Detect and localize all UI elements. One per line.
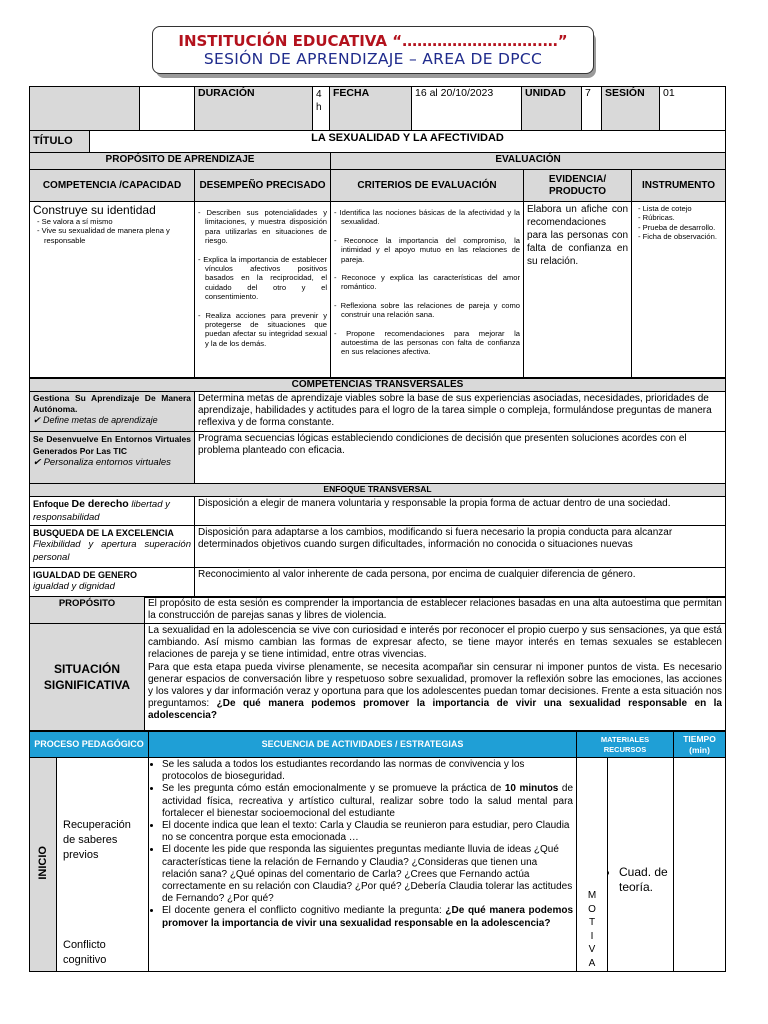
transversales-table — [29, 378, 726, 598]
proposito-sesion-text: El propósito de esta sesión es comprender la importancia de establecer relaciones basadas en una alta autoestima que permitan la construcción de parejas sanas y libres de violencia. — [145, 597, 726, 624]
enfoque-subtitle: Flexibilidad y apertura superación personal — [33, 539, 191, 563]
instrumento-item: - Lista de cotejo — [638, 204, 722, 213]
criterios-cell — [331, 202, 524, 378]
session-title: SESIÓN DE APRENDIZAJE – AREA DE DPCC — [203, 50, 543, 68]
criterio-item: - Reconoce la importancia del compromiso, la intimidad y el apoyo mutuo en las relaciones de pareja. — [334, 236, 520, 264]
criterio-item: - Identifica las nociones básicas de la afectividad y la sexualidad. — [334, 208, 520, 227]
titulo-table — [29, 130, 726, 153]
transversal-sub: ✔ Define metas de aprendizaje — [33, 415, 158, 425]
desempeno-cell — [195, 202, 331, 378]
enfoque-subtitle: libertad y responsabilidad — [33, 498, 170, 523]
motiva-letter: V — [588, 944, 596, 955]
info-table — [29, 86, 726, 131]
titulo-value: LA SEXUALIDAD Y LA AFECTIVIDAD — [90, 131, 726, 153]
transversal-title: Se Desenvuelve En Entornos Virtuales Generados Por Las TIC — [33, 433, 191, 456]
transversal-title: Gestiona Su Aprendizaje De Manera Autónoma. — [33, 393, 191, 414]
competencia-title: Construye su identidad — [33, 203, 156, 217]
capacidad-item: - Se valora a sí mismo — [37, 217, 191, 226]
actividad-item — [162, 783, 573, 820]
titulo-label: TÍTULO — [30, 131, 90, 153]
tiempo-cell — [674, 758, 726, 972]
unidad-label: UNIDAD — [522, 87, 582, 131]
col-proceso: PROCESO PEDAGÓGICO — [30, 732, 149, 758]
actividad-item: • El docente les pide que responda las siguientes preguntas mediante lluvia de ideas ¿Qué características tiene la relación de Fernando y Claudia? ¿Consideras que tienen una relación sana? ¿Qué opinas del comentario de Carla? ¿Crees que Fernando actúa correctamente en su relación con Claudia? ¿Por qué? ¿Debería Claudia tolerar las actitudes de Fernando? ¿Por qué? — [162, 844, 573, 905]
duracion-label: DURACIÓN — [195, 87, 313, 131]
criterio-item: - Reconoce y explica las características del amor romántico. — [334, 273, 520, 292]
transversal-desc: Determina metas de aprendizaje viables sobre la base de sus experiencias asociadas, necesidades, prioridades de aprendizaje, habilidades y actitudes para el logro de la tarea simple o compleja, formulándose preguntas de manera reflexiva y de forma constante. — [195, 392, 726, 432]
secuencia-table — [29, 731, 726, 972]
enfoque-desc: Disposición a elegir de manera voluntaria y responsable la propia forma de actuar dentro de una sociedad. — [195, 496, 726, 525]
capacidad-item: - Vive su sexualidad de manera plena y responsable — [37, 226, 191, 245]
instrumento-item: - Ficha de observación. — [638, 232, 722, 241]
duracion-value: 4 h — [313, 87, 330, 131]
col-secuencia: SECUENCIA DE ACTIVIDADES / ESTRATEGIAS — [149, 732, 577, 758]
proposito-heading: PROPÓSITO DE APRENDIZAJE — [30, 153, 331, 170]
criterio-item: - Propone recomendaciones para mejorar la autoestima de las personas con falta de confianza en sus relaciones afectiva. — [334, 329, 520, 357]
desempeno-list — [198, 208, 327, 348]
criterios-list — [334, 208, 520, 357]
unidad-value: 7 — [582, 87, 602, 131]
fecha-value: 16 al 20/10/2023 — [412, 87, 522, 131]
situacion-text — [145, 624, 726, 731]
enfoque-title: IGUALDAD DE GENERO — [33, 569, 138, 580]
situacion-paragraph-2-text: Para que esta etapa pueda vivirse plenamente, se necesita acompañar sin censurar ni imponer puntos de vista. Es necesario generar espacios de conversación libre y respetuoso sobre sexualidad, promover la reflexión sobre las emociones, las acciones y los valores y dar información veraz y oportuna para que los adolescentes puedan tomar decisiones. Frente a esta situación nos preguntamos: — [148, 661, 722, 710]
col-materiales: MATERIALES RECURSOS — [577, 732, 674, 758]
motiva-cell — [577, 758, 608, 972]
desempeno-item: - Explica la importancia de establecer vínculos afectivos positivos basados en la reciprocidad, el cuidado del otro y el consentimiento. — [198, 255, 327, 302]
material-item: • Cuad. de teoría. — [619, 865, 670, 895]
transversal-title-cell — [30, 431, 195, 483]
enfoque-title-cell — [30, 496, 195, 525]
enfoque-desc: Disposición para adaptarse a los cambios, modificando si fuera necesario la propia conducta para alcanzar determinados objetivos cuando surgen dificultades, información no conocida o situaciones nuevas — [195, 525, 726, 567]
situacion-question: ¿De qué manera podemos promover la importancia de vivir una sexualidad responsable en la adolescencia? — [148, 698, 722, 722]
instrumento-item: - Prueba de desarrollo. — [638, 223, 722, 232]
info-blank — [30, 87, 140, 131]
stage-inicio-cell — [30, 758, 57, 972]
enfoque-title-strong: De derecho — [71, 497, 129, 510]
transversales-heading: COMPETENCIAS TRANSVERSALES — [30, 379, 726, 392]
enfoque-title-cell — [30, 525, 195, 567]
criterio-item: - Reflexiona sobre las relaciones de pareja y como construir una relación sana. — [334, 301, 520, 320]
fecha-label: FECHA — [330, 87, 412, 131]
sesion-value: 01 — [660, 87, 726, 131]
situacion-table — [29, 596, 726, 731]
info-blank-2 — [140, 87, 195, 131]
enfoque-desc: Reconocimiento al valor inherente de cada persona, por encima de cualquier diferencia de género. — [195, 567, 726, 597]
enfoque-heading: ENFOQUE TRANSVERSAL — [30, 483, 726, 496]
motiva-letter: I — [590, 930, 594, 942]
proceso-cell — [57, 758, 149, 972]
actividad-emphasis: 10 minutos — [504, 783, 559, 795]
actividades-list — [152, 759, 573, 930]
enfoque-title: Enfoque — [33, 498, 72, 509]
proposito-sesion-label: PROPÓSITO — [30, 597, 145, 624]
enfoque-title-cell — [30, 567, 195, 597]
actividad-question: ¿De qué manera podemos promover la importancia de vivir una sexualidad responsable en la adolescencia? — [162, 905, 574, 929]
motiva-letters — [577, 889, 607, 970]
motiva-letter: A — [588, 957, 596, 969]
col-evidencia: EVIDENCIA/ PRODUCTO — [524, 170, 632, 202]
evidencia-cell: Elabora un afiche con recomendaciones para las personas con falta de confianza en su relación. — [524, 202, 632, 378]
stage-inicio: INICIO — [36, 846, 49, 880]
enfoque-subtitle: igualdad y dignidad — [33, 580, 115, 592]
desempeno-item: - Describen sus potencialidades y limitaciones, y muestra disposición para utilizarlas en situaciones de riesgo. — [198, 208, 327, 246]
transversal-title-cell — [30, 392, 195, 432]
col-tiempo: TIEMPO (min) — [674, 732, 726, 758]
col-desempeno: DESEMPEÑO PRECISADO — [195, 170, 331, 202]
actividad-text: El docente genera el conflicto cognitivo mediante la pregunta: — [162, 905, 446, 917]
desempeno-item: - Realiza acciones para prevenir y protegerse de situaciones que puedan afectar su integridad sexual y la de los demás. — [198, 311, 327, 349]
motiva-letter: T — [588, 917, 596, 928]
evaluacion-heading: EVALUACIÓN — [331, 153, 726, 170]
situacion-paragraph: La sexualidad en la adolescencia se vive con curiosidad e interés por reconocer el propio cuerpo y sus sensaciones, ya que está cambiando. Así mismo cambian las formas de expresar afecto, se tiene mayor interés en temas sexuales se establecen relaciones de pareja y se tiene intimidad, entre otras vivencias. — [148, 625, 722, 661]
header-box — [152, 26, 594, 74]
col-competencia: COMPETENCIA /CAPACIDAD — [30, 170, 195, 202]
actividad-text-2: de actividad física, recreativa y artístico cultural, realizar sobre todo la salud mental para fortalecer el bienestar socioemocional del estudiante — [162, 783, 574, 819]
transversal-sub: ✔ Personaliza entornos virtuales — [33, 456, 171, 468]
transversal-desc: Programa secuencias lógicas estableciendo condiciones de decisión que presenten soluciones acordes con el problema planteado con eficacia. — [195, 431, 726, 483]
situacion-paragraph-2 — [148, 662, 722, 723]
institution-name: INSTITUCIÓN EDUCATIVA “……………………….…” — [178, 32, 568, 50]
material-cell — [608, 758, 674, 972]
capacidades-list — [37, 217, 191, 245]
actividad-item: • El docente indica que lean el texto: Carla y Claudia se reunieron para estudiar, pero Claudia no se concentra porque esta emocionada … — [162, 820, 573, 844]
sesion-label: SESIÓN — [602, 87, 660, 131]
situacion-label: SITUACIÓN SIGNIFICATIVA — [30, 624, 145, 731]
instrumento-list — [638, 204, 722, 242]
enfoque-title: BUSQUEDA DE LA EXCELENCIA — [33, 527, 174, 538]
proceso-conflicto: Conflicto cognitivo — [63, 939, 107, 966]
material-list — [611, 865, 670, 895]
actividad-item — [162, 905, 573, 929]
actividad-text: Se les pregunta cómo están emocionalmente y se promueve la práctica de — [162, 783, 505, 795]
proceso-recuperacion: Recuperación de saberes previos — [63, 819, 131, 861]
competencia-cell — [30, 202, 195, 378]
proposito-table — [29, 152, 726, 378]
col-criterios: CRITERIOS DE EVALUACIÓN — [331, 170, 524, 202]
instrumento-cell — [632, 202, 726, 378]
motiva-letter: O — [588, 903, 596, 915]
instrumento-item: - Rúbricas. — [638, 213, 722, 222]
motiva-letter: M — [587, 890, 597, 901]
actividad-item: • Se les saluda a todos los estudiantes recordando las normas de convivencia y los protocolos de bioseguridad. — [162, 759, 573, 783]
col-instrumento: INSTRUMENTO — [632, 170, 726, 202]
document-header — [152, 26, 598, 78]
actividades-cell — [149, 758, 577, 972]
